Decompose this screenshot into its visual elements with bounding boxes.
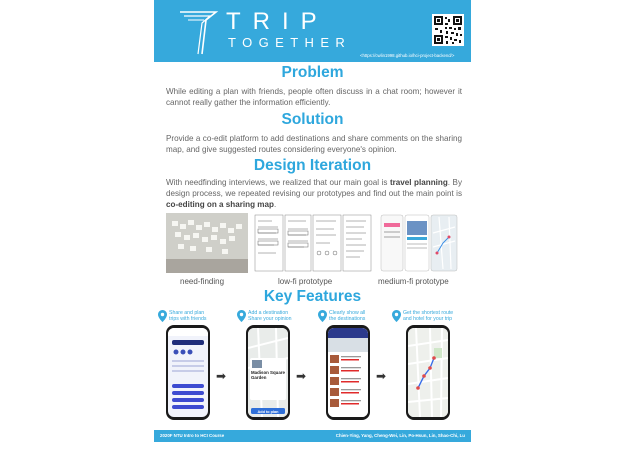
design-title: Design Iteration xyxy=(253,157,372,174)
mediumfi-prototype-image xyxy=(379,213,459,273)
phone-screen-1 xyxy=(168,328,208,417)
phone-screen-3 xyxy=(328,328,368,417)
header-banner xyxy=(154,0,471,62)
trip-list-screen-icon xyxy=(168,328,208,417)
solution-title: Solution xyxy=(281,111,344,128)
feature-3-text: Clearly show all the destinations xyxy=(329,310,366,323)
brand-title: TRIP xyxy=(226,8,329,35)
solution-text: Provide a co-edit platform to add destinations and share comments on the sharing map, and give suggested routes considering everyone's opinion. xyxy=(166,134,462,154)
feature-2-text: Add a destination Share your opinion xyxy=(248,310,292,323)
trip-logo-icon xyxy=(176,6,220,56)
features-title: Key Features xyxy=(263,288,362,305)
course-label: 2020F NTU Intro to HCI Course xyxy=(160,432,225,438)
location-pin-icon xyxy=(158,310,167,322)
project-url[interactable]: <https://cwlin1998.github.io/hci-project-backend/> xyxy=(360,53,455,58)
arrow-right-icon: ➡ xyxy=(376,369,387,383)
destination-list-screen-icon xyxy=(328,328,368,417)
design-bold-2: co-editing on a sharing map xyxy=(166,200,274,209)
problem-title: Problem xyxy=(281,64,344,81)
lowfi-prototype-image xyxy=(253,213,373,273)
feature-4-text: Get the shortest route and hotel for your trip xyxy=(403,310,454,323)
design-text: With needfinding interviews, we realized that our main goal is travel planning. By design process, we repeated revising our prototypes and find out the main point is co-editing on a sharing map. xyxy=(166,178,462,209)
route-map-screen-icon xyxy=(408,328,448,417)
phone-mockup-4 xyxy=(406,325,450,420)
arrow-right-icon: ➡ xyxy=(296,369,307,383)
location-pin-icon xyxy=(392,310,401,322)
poster xyxy=(154,0,471,450)
phone-mockup-2 xyxy=(246,325,290,420)
place-name: Madison Square Garden xyxy=(251,370,285,380)
design-bold-1: travel planning xyxy=(389,178,448,187)
add-to-plan-button[interactable]: Add to plan xyxy=(257,409,279,414)
problem-text: While editing a plan with friends, people often discuss in a chat room; however it cannot really gather the information efficiently. xyxy=(166,87,462,107)
phone-screen-4 xyxy=(408,328,448,417)
caption-mediumfi: medium-fi prototype xyxy=(378,277,449,286)
brand-subtitle: TOGETHER xyxy=(228,35,352,50)
arrow-right-icon: ➡ xyxy=(216,369,227,383)
feature-1-text: Share and plan trips with friends xyxy=(169,310,207,323)
caption-needfinding: need-finding xyxy=(180,277,225,286)
phone-screen-2 xyxy=(248,328,288,417)
phone-mockup-3 xyxy=(326,325,370,420)
location-pin-icon xyxy=(318,310,327,322)
location-pin-icon xyxy=(237,310,246,322)
authors-label: Chien-Ying, Yang, Cheng-Wei, Lin, Po-Hsun, Lin, Shao-Chi, Lu xyxy=(335,432,465,438)
phone-mockup-1 xyxy=(166,325,210,420)
sketch-screens-icon xyxy=(253,213,373,273)
needfinding-photo xyxy=(166,213,248,273)
sticky-notes-icon xyxy=(166,213,248,273)
footer-bar xyxy=(154,430,471,442)
caption-lowfi: low-fi prototype xyxy=(278,277,333,286)
medium-fi-screens-icon xyxy=(379,213,459,273)
qr-code-icon xyxy=(432,14,464,46)
